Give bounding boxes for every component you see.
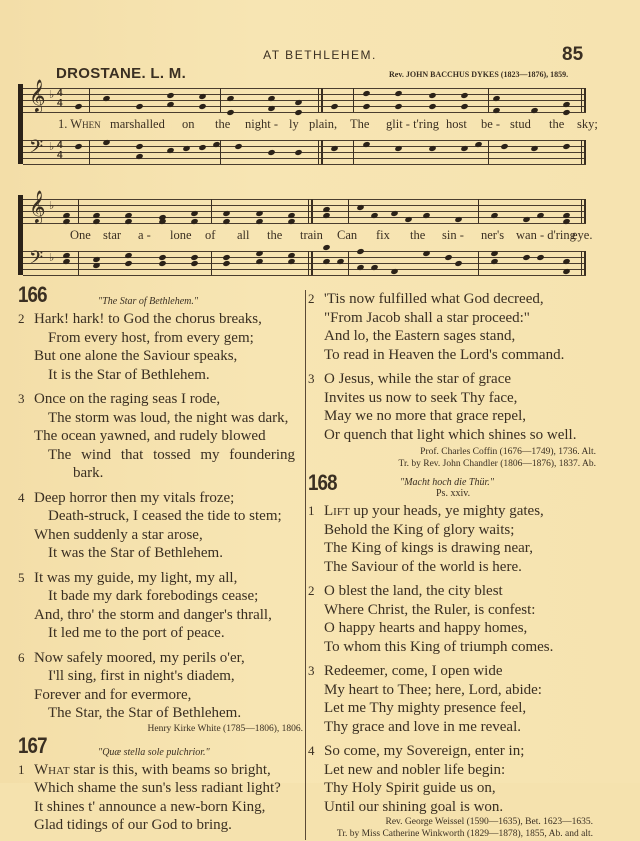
hymn-scripture-ref: Ps. xxiv. (436, 488, 471, 499)
hymn-credit: Prof. Charles Coffin (1676—1749), 1736. Alt. (420, 447, 596, 457)
hymn-subtitle: "Quæ stella sole pulchrior." (98, 746, 210, 758)
time-signature: 4 4 (57, 140, 63, 161)
hymn-number: 168 (308, 470, 337, 495)
stanza-5: 5 It was my guide, my light, my all, It bade my dark forebodings cease; And, thro' the storm and danger's thrall, It led me to the port of peace. (18, 569, 272, 641)
treble-clef-icon: 𝄞 (29, 190, 46, 223)
stanza-2: 2 Hark! hark! to God the chorus breaks, From every host, from every gem; But one alone the Saviour speaks, It is the Star of Bethlehem. (18, 311, 262, 383)
hymn-168 (308, 470, 618, 840)
stanza-4: 4 Deep horror then my vitals froze; Death-struck, I ceased the tide to stem; When suddenly a star arose, It was the Star of Bethlehem. (18, 489, 282, 561)
tune-composer: Rev. JOHN BACCHUS DYKES (1823—1876), 1859. (389, 70, 569, 79)
hymn-credit: Tr. by Miss Catherine Winkworth (1829—1878), 1855, Ab. and alt. (336, 829, 593, 839)
time-signature: 4 4 (57, 88, 63, 109)
hymn-number: 167 (18, 732, 47, 758)
hymn-167-stanza-3: 3 O Jesus, while the star of grace Invites us now to seek Thy face, May we no more that grace repel, Or quench that light which shines so well. (308, 371, 577, 443)
treble-staff (23, 190, 586, 223)
flat-icon: ♭ (49, 251, 55, 264)
left-column (18, 282, 303, 841)
page-number: 85 (562, 44, 584, 65)
stanza-4: 4 So come, my Sovereign, enter in; Let new and nobler life begin: Thy Holy Spirit guide us on, Until our shining goal is won. (308, 743, 525, 815)
tune-name: DROSTANE. L. M. (56, 65, 187, 82)
treble-staff (23, 79, 586, 112)
stanza-2: 2 O blest the land, the city blest Where Christ, the Ruler, is confest: O happy hearts and happy homes, To whom this King of triumph comes. (308, 583, 554, 655)
treble-clef-icon: 𝄞 (29, 79, 46, 112)
running-head: AT BETHLEHEM. (263, 48, 377, 62)
hymn-credit: Henry Kirke White (1785—1806), 1806. (147, 723, 303, 734)
hymn-166 (18, 282, 303, 735)
music-system-2: 𝄞 ♭ One star a - lone of all the train Can fix the sin - ner's wan - d'ring eye. 𝄢 ♭ (18, 195, 586, 275)
bass-staff (23, 137, 586, 164)
stanza-3: 3 Once on the raging seas I rode, The storm was loud, the night was dark, The ocean yawned, and rudely blowed The wind that tossed my foundering bark. (18, 391, 296, 481)
hymn-credit: Tr. by Rev. John Chandler (1806—1876), 1837. Ab. (398, 459, 596, 469)
stanza-3: 3 Redeemer, come, I open wide My heart to Thee; here, Lord, abide: Let me Thy mighty presence feel, Thy grace and love in me reveal. (308, 663, 542, 735)
flat-icon: ♭ (49, 88, 55, 101)
hymn-subtitle: "The Star of Bethlehem." (98, 296, 199, 307)
bass-clef-icon: 𝄢 (29, 248, 44, 273)
hymn-167-stanza-2: 2 'Tis now fulfilled what God decreed, "From Jacob shall a star proceed:" And lo, the Eastern sages stand, To read in Heaven the Lord's command. (308, 291, 565, 363)
hymn-credit: Rev. George Weissel (1590—1635), Bet. 1623—1635. (385, 817, 593, 827)
bass-clef-icon: 𝄢 (29, 137, 44, 162)
music-system-1: 𝄞 ♭ 4 4 1. When marshalled on the night - ly plain, The glit - t'ring host be - stud the sky; 𝄢 ♭ 4 4 (18, 84, 586, 164)
flat-icon: ♭ (49, 140, 55, 153)
hymn-subtitle: "Macht hoch die Thür." (400, 477, 494, 488)
stanza-1: 1 Lift up your heads, ye mighty gates, Behold the King of glory waits; The King of kings is drawing near, The Saviour of the world is here. (308, 503, 544, 575)
hymn-number: 166 (18, 282, 47, 307)
stanza-1: 1 What star is this, with beams so bright, Which shame the sun's less radiant light? It shines t' announce a new-born King, Glad tidings of our God to bring. (18, 761, 281, 833)
hymn-167 (18, 732, 303, 835)
right-column (305, 290, 618, 840)
bass-staff (23, 248, 586, 275)
flat-icon: ♭ (49, 199, 55, 212)
stanza-6: 6 Now safely moored, my perils o'er, I'll sing, first in night's diadem, Forever and for evermore, The Star, the Star of Bethlehem. (18, 649, 245, 721)
